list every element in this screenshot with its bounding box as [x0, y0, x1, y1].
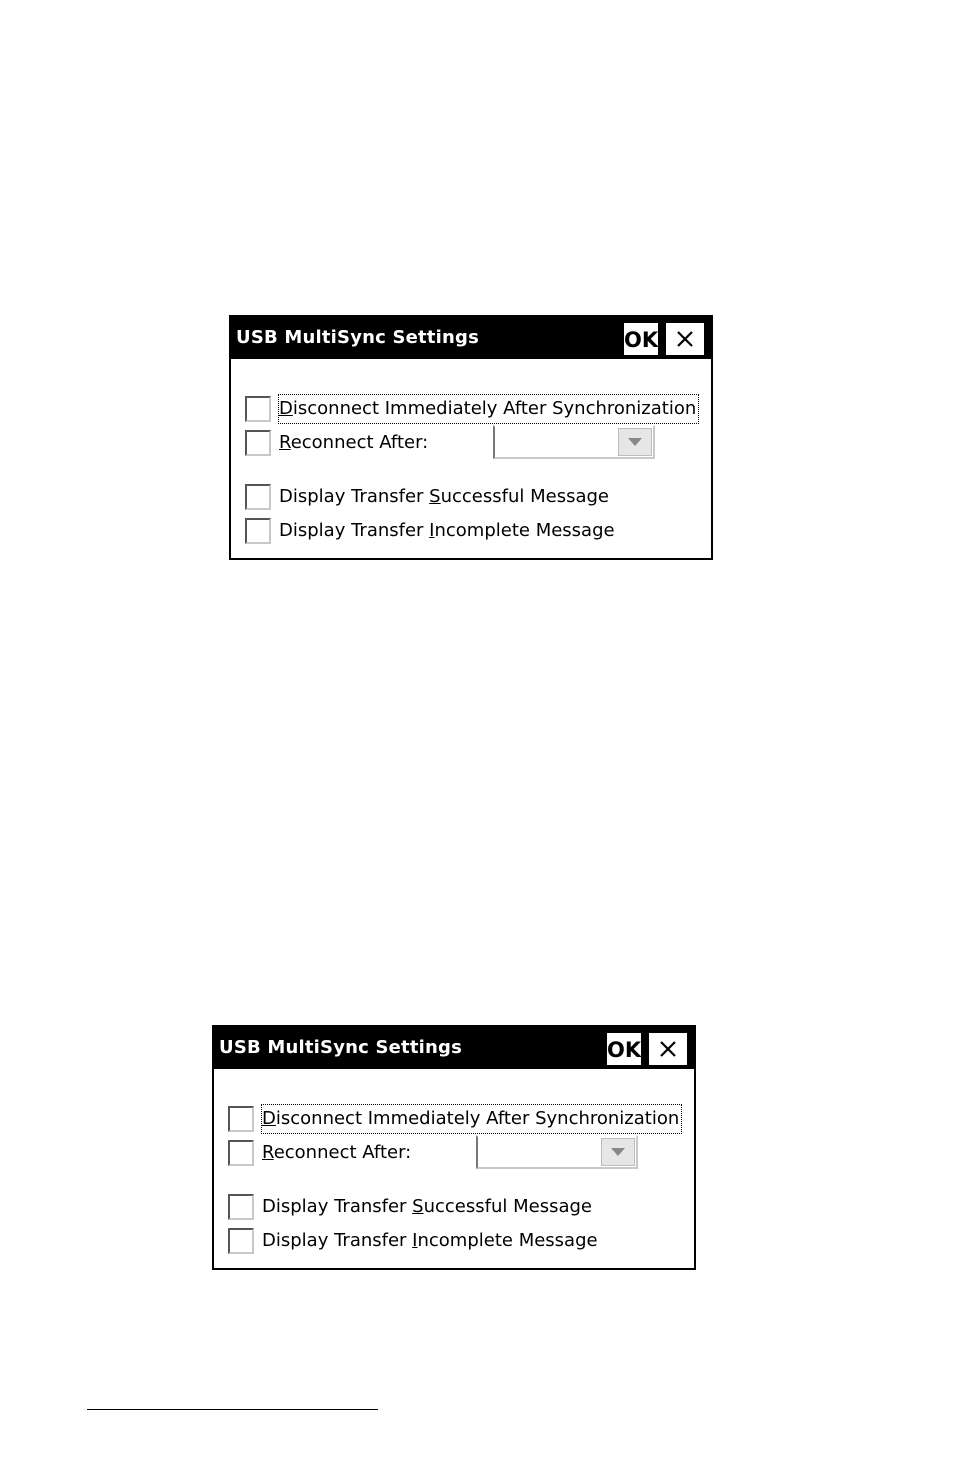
chevron-down-icon	[628, 438, 642, 447]
ok-button[interactable]: OK	[606, 1032, 642, 1066]
usb-multisync-dialog	[212, 1025, 696, 1270]
close-icon	[659, 1040, 677, 1058]
disconnect-checkbox[interactable]	[228, 1106, 254, 1132]
dialog-title: USB MultiSync Settings	[219, 1037, 463, 1058]
title-bar	[231, 317, 711, 359]
usb-multisync-dialog	[229, 315, 713, 560]
ok-button[interactable]: OK	[623, 322, 659, 356]
incomplete-message-label[interactable]: Display Transfer Incomplete Message	[279, 520, 615, 541]
title-bar	[214, 1027, 694, 1069]
close-icon	[676, 330, 694, 348]
disconnect-label[interactable]: Disconnect Immediately After Synchronization	[279, 395, 698, 423]
reconnect-checkbox[interactable]	[228, 1140, 254, 1166]
close-button[interactable]	[665, 322, 705, 356]
incomplete-message-checkbox[interactable]	[245, 518, 271, 544]
incomplete-message-checkbox[interactable]	[228, 1228, 254, 1254]
dialog-title: USB MultiSync Settings	[236, 327, 480, 348]
footnote-rule	[87, 1409, 378, 1410]
reconnect-after-select[interactable]	[476, 1135, 638, 1169]
disconnect-checkbox[interactable]	[245, 396, 271, 422]
reconnect-checkbox[interactable]	[245, 430, 271, 456]
close-button[interactable]	[648, 1032, 688, 1066]
disconnect-label[interactable]: Disconnect Immediately After Synchronization	[262, 1105, 681, 1133]
reconnect-label[interactable]: Reconnect After:	[262, 1142, 412, 1163]
chevron-down-icon	[611, 1148, 625, 1157]
successful-message-label[interactable]: Display Transfer Successful Message	[262, 1196, 592, 1217]
reconnect-after-select[interactable]	[493, 425, 655, 459]
incomplete-message-label[interactable]: Display Transfer Incomplete Message	[262, 1230, 598, 1251]
successful-message-label[interactable]: Display Transfer Successful Message	[279, 486, 609, 507]
dropdown-button[interactable]	[618, 428, 652, 456]
dropdown-button[interactable]	[601, 1138, 635, 1166]
successful-message-checkbox[interactable]	[245, 484, 271, 510]
successful-message-checkbox[interactable]	[228, 1194, 254, 1220]
reconnect-label[interactable]: Reconnect After:	[279, 432, 429, 453]
